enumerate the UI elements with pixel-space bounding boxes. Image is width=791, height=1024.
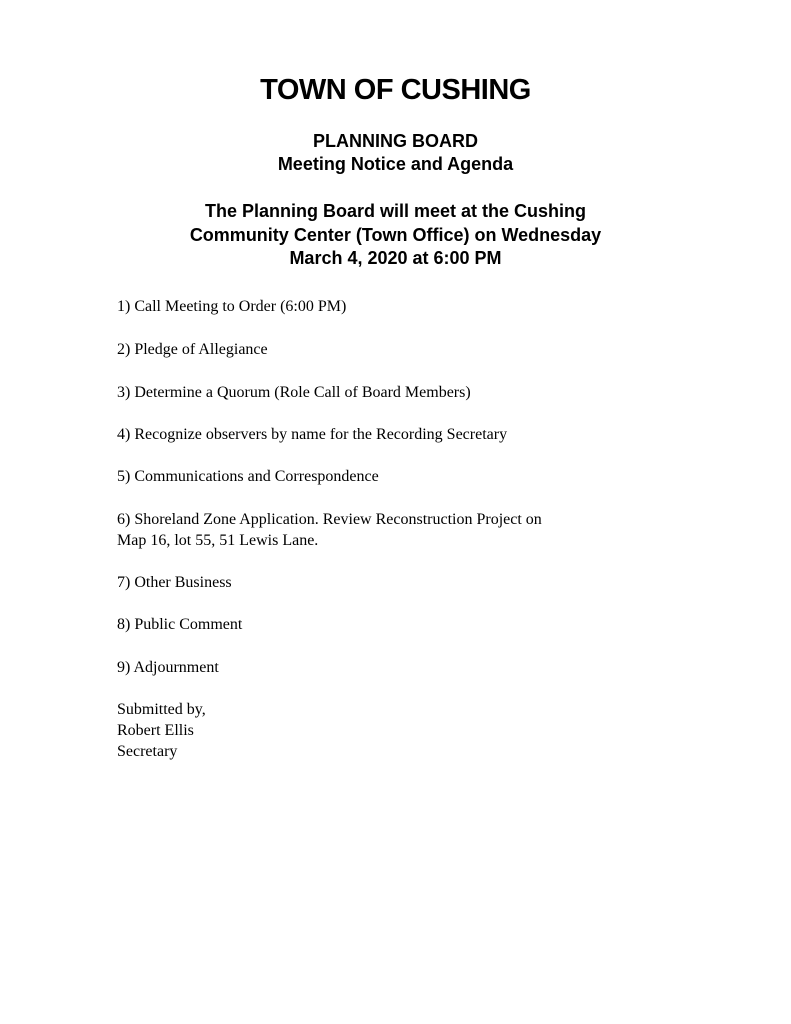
- page-title: TOWN OF CUSHING: [260, 74, 531, 106]
- agenda-item-shoreland-application: [117, 509, 677, 551]
- agenda-item-public-comment: 8) Public Comment: [117, 616, 243, 633]
- notice-line: March 4, 2020 at 6:00 PM: [289, 248, 502, 268]
- agenda-item-line: Map 16, lot 55, 51 Lewis Lane.: [117, 532, 319, 549]
- agenda-item-line: 6) Shoreland Zone Application. Review Reconstruction Project on: [117, 511, 542, 528]
- agenda-item-other-business: 7) Other Business: [117, 574, 232, 591]
- agenda-item-pledge: 2) Pledge of Allegiance: [117, 341, 268, 358]
- document-subtitle: Meeting Notice and Agenda: [277, 154, 514, 174]
- submitted-by-label: Submitted by,: [117, 701, 206, 718]
- notice-line: The Planning Board will meet at the Cushing: [204, 201, 587, 221]
- signer-name: Robert Ellis: [117, 722, 194, 739]
- signer-role: Secretary: [117, 743, 178, 760]
- agenda-item-adjournment: 9) Adjournment: [117, 659, 219, 676]
- meeting-notice: [0, 200, 791, 271]
- signature-block: [117, 699, 206, 762]
- board-name: PLANNING BOARD: [313, 131, 478, 151]
- agenda-item-communications: 5) Communications and Correspondence: [117, 468, 379, 485]
- notice-line: Community Center (Town Office) on Wednesday: [189, 224, 602, 245]
- agenda-item-call-to-order: 1) Call Meeting to Order (6:00 PM): [117, 298, 347, 315]
- agenda-item-quorum: 3) Determine a Quorum (Role Call of Board Members): [117, 384, 471, 401]
- agenda-item-observers: 4) Recognize observers by name for the Recording Secretary: [117, 426, 508, 443]
